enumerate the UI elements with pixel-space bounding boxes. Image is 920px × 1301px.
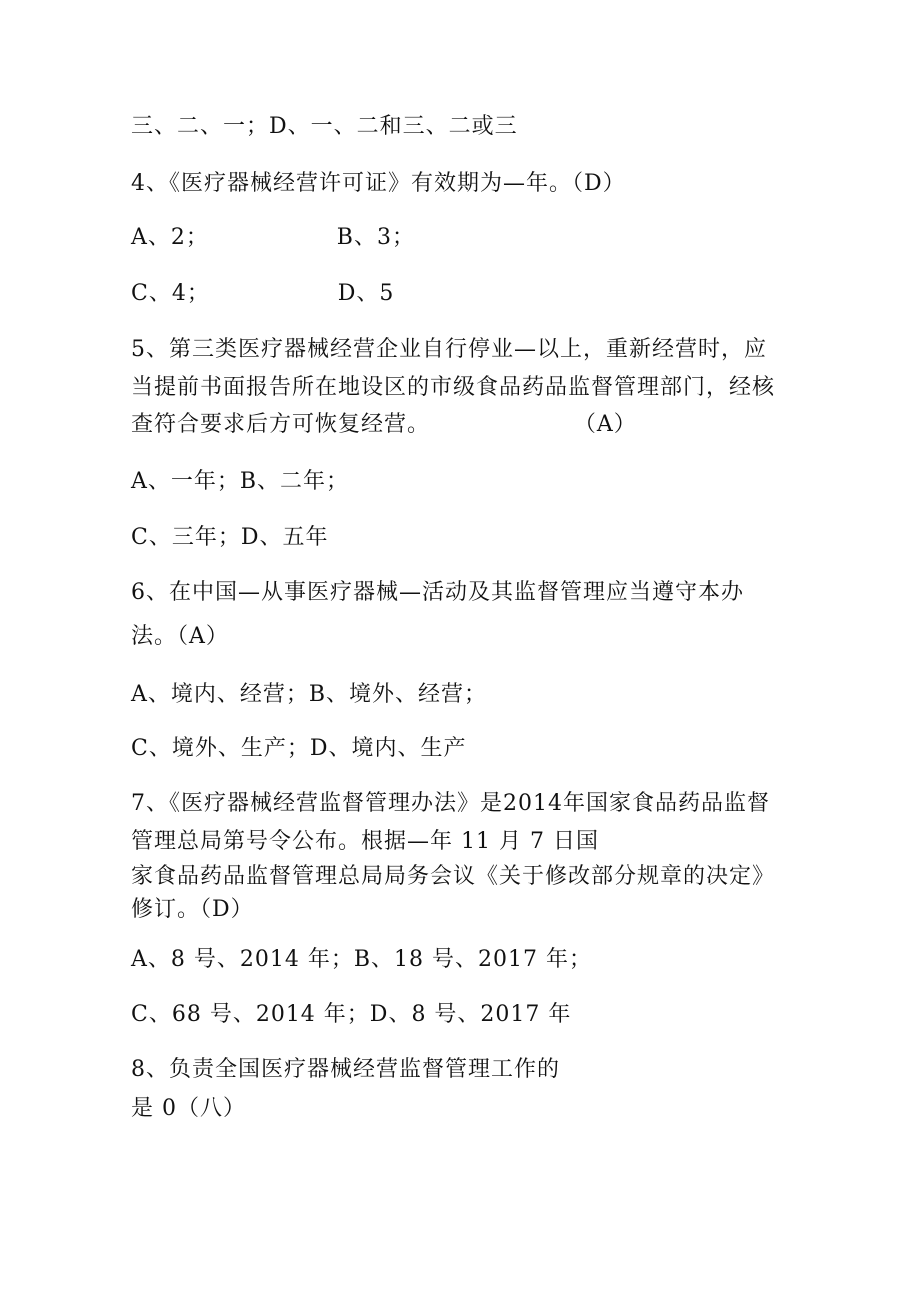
line-q5-question-3: 查符合要求后方可恢复经营。 （A） xyxy=(131,412,637,437)
line-q5-question-2: 当提前书面报告所在地设区的市级食品药品监督管理部门，经核 xyxy=(131,375,776,400)
line-q6-question-2: 法。（A） xyxy=(131,624,229,649)
line-q4-question: 4、《医疗器械经营许可证》有效期为—年。（D） xyxy=(131,171,626,196)
line-q7-options-ab: A、8 号、2014 年；B、18 号、2017 年； xyxy=(131,947,592,972)
line-q4-options-cd: C、4； D、5 xyxy=(131,281,395,306)
line-q6-options-cd: C、境外、生产；D、境内、生产 xyxy=(131,736,467,761)
line-q5-question-1: 5、第三类医疗器械经营企业自行停业—以上，重新经营时，应 xyxy=(131,337,767,362)
line-q4-options-ab: A、2； B、3； xyxy=(131,225,415,250)
line-q7-question-1: 7、《医疗器械经营监督管理办法》是2014年国家食品药品监督 xyxy=(131,791,770,816)
line-q7-question-4: 修订。（D） xyxy=(131,897,254,922)
line-q3-options-end: 三、二、一；D、一、二和三、二或三 xyxy=(131,114,518,139)
line-q7-options-cd: C、68 号、2014 年；D、8 号、2017 年 xyxy=(131,1002,572,1027)
line-q5-options-ab: A、一年；B、二年； xyxy=(131,469,350,494)
line-q8-question-2: 是 0（八） xyxy=(131,1096,246,1121)
line-q6-question-1: 6、在中国—从事医疗器械—活动及其监督管理应当遵守本办 xyxy=(131,580,744,605)
line-q8-question-1: 8、负责全国医疗器械经营监督管理工作的 xyxy=(131,1057,560,1082)
line-q7-question-3: 家食品药品监督管理总局局务会议《关于修改部分规章的决定》 xyxy=(131,864,776,889)
line-q7-question-2: 管理总局第号令公布。根据—年 11 月 7 日国 xyxy=(131,829,599,854)
line-q5-options-cd: C、三年；D、五年 xyxy=(131,525,329,550)
line-q6-options-ab: A、境内、经营；B、境外、经营； xyxy=(131,682,488,707)
